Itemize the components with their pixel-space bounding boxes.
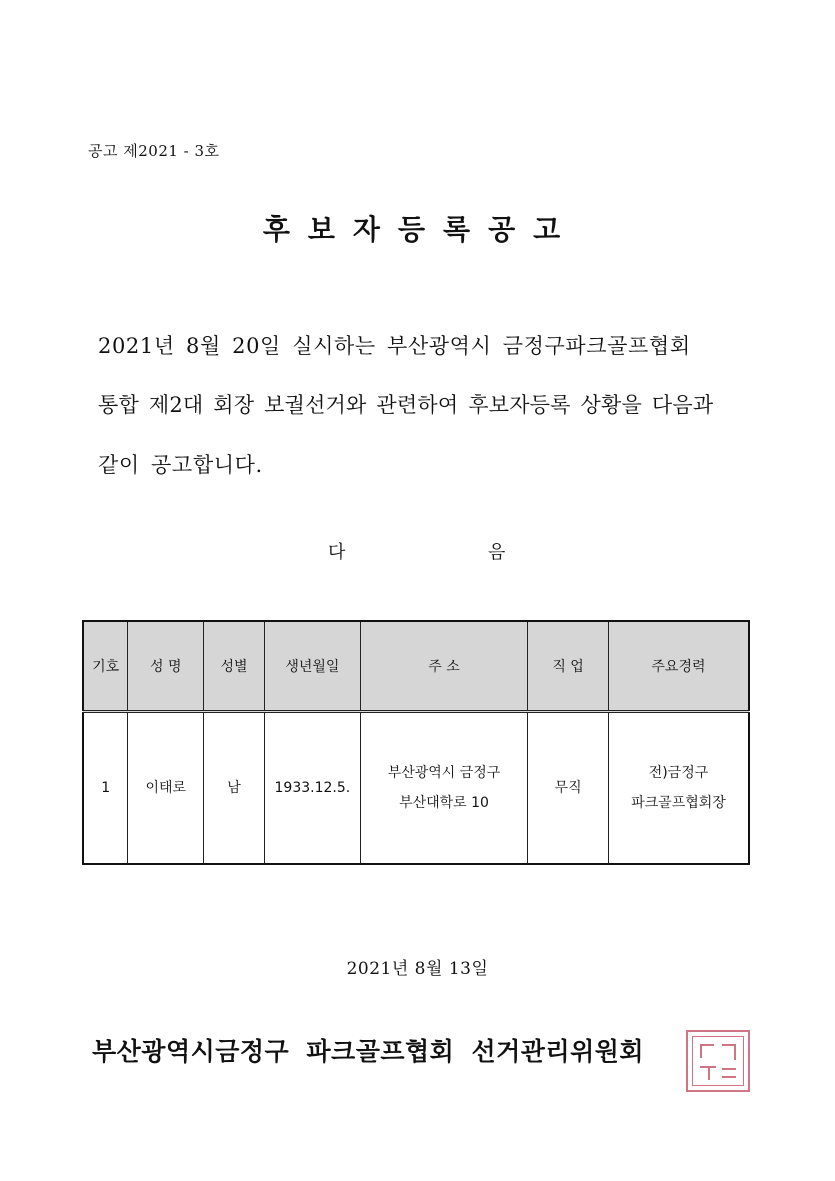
cell-career-line-2: 파크골프협회장 xyxy=(631,795,726,811)
notice-number: 공고 제2021 - 3호 xyxy=(88,142,220,160)
cell-name: 이태로 xyxy=(128,712,204,865)
header-number: 기호 xyxy=(83,621,128,712)
header-career: 주요경력 xyxy=(608,621,749,712)
table-header-row xyxy=(83,621,749,712)
cell-number: 1 xyxy=(83,712,128,865)
committee-name: 부산광역시금정구 파크골프협회 선거관리위원회 xyxy=(92,1037,645,1066)
official-seal-icon xyxy=(686,1030,750,1092)
notice-date: 2021년 8월 13일 xyxy=(346,959,489,979)
cell-address xyxy=(360,712,527,865)
cell-gender: 남 xyxy=(204,712,265,865)
seal-stroke xyxy=(700,1044,702,1058)
seal-stroke xyxy=(722,1076,736,1078)
section-heading-right: 음 xyxy=(488,542,506,563)
header-address: 주 소 xyxy=(360,621,527,712)
section-heading-left: 다 xyxy=(328,542,346,563)
seal-stroke xyxy=(734,1044,736,1060)
candidate-table xyxy=(82,620,750,865)
seal-stroke xyxy=(700,1044,714,1046)
body-line-2: 통합 제2대 회장 보궐선거와 관련하여 후보자등록 상황을 다음과 xyxy=(98,393,714,417)
seal-stroke xyxy=(708,1066,710,1080)
cell-career-line-1: 전)금정구 xyxy=(648,765,709,781)
seal-stroke xyxy=(722,1068,736,1070)
cell-address-line-1: 부산광역시 금정구 xyxy=(387,765,501,781)
header-occupation: 직 업 xyxy=(528,621,609,712)
cell-career xyxy=(608,712,749,865)
page-title: 후보자등록공고 xyxy=(262,213,579,246)
body-line-3: 같이 공고합니다. xyxy=(98,453,263,477)
cell-occupation: 무직 xyxy=(528,712,609,865)
cell-address-line-2: 부산대학로 10 xyxy=(399,795,489,811)
body-line-1: 2021년 8월 20일 실시하는 부산광역시 금정구파크골프협회 xyxy=(98,334,691,358)
header-gender: 성별 xyxy=(204,621,265,712)
header-birthdate: 생년월일 xyxy=(264,621,360,712)
table-row xyxy=(83,712,749,865)
cell-birthdate: 1933.12.5. xyxy=(264,712,360,865)
header-name: 성 명 xyxy=(128,621,204,712)
